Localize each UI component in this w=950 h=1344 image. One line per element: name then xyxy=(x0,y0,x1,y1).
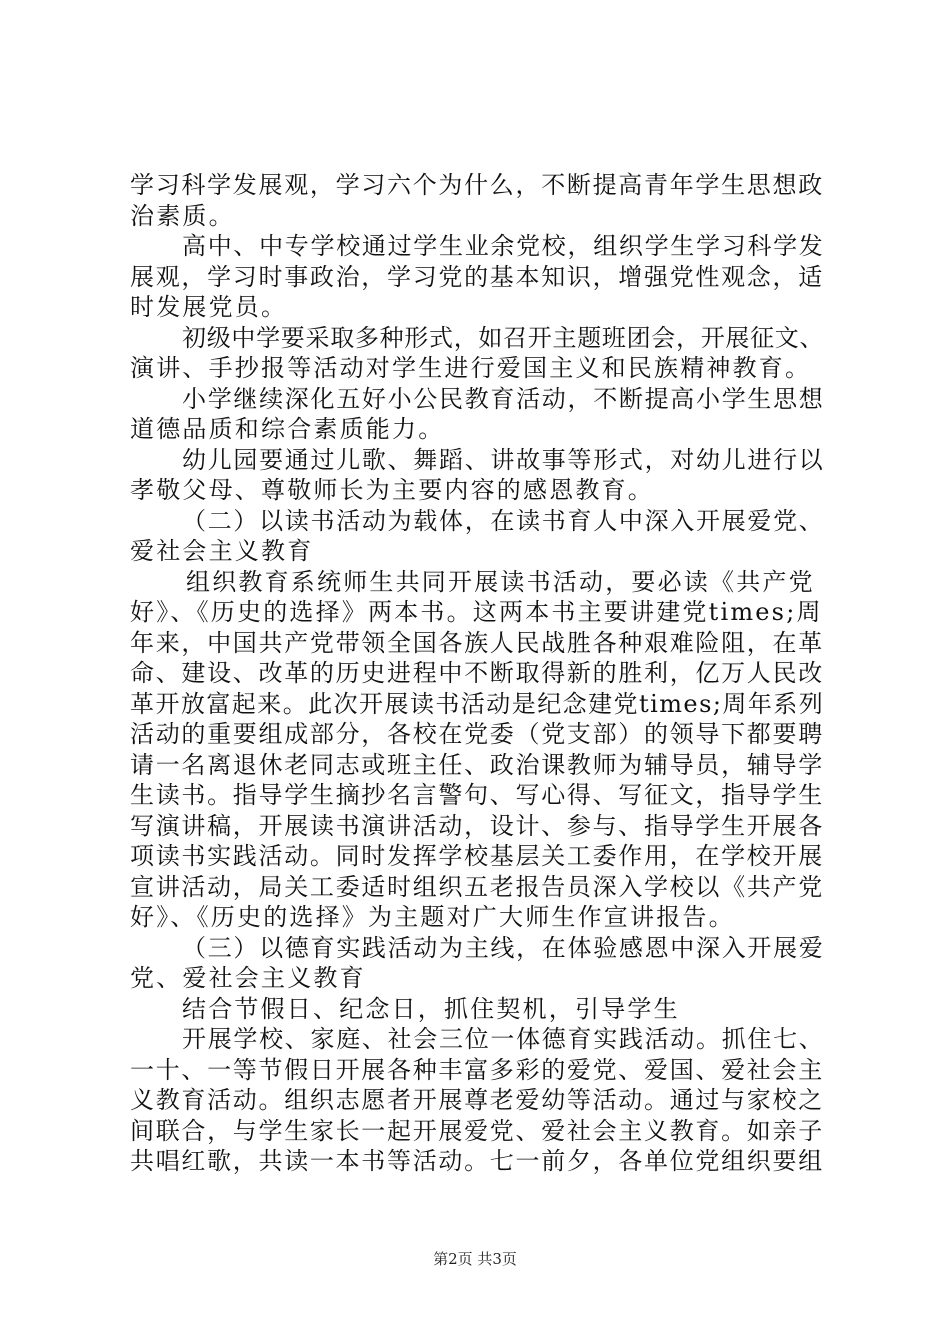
text-line: 小学继续深化五好小公民教育活动，不断提高小学生思想 xyxy=(182,384,825,413)
text-line: 活动的重要组成部分，各校在党委（党支部）的领导下都要聘 xyxy=(130,720,824,748)
text-line: 好》、《历史的选择》两本书。这两本书主要讲建党times;周 xyxy=(130,598,823,626)
text-line: 项读书实践活动。同时发挥学校基层关工委作用，在学校开展 xyxy=(130,842,824,870)
text-line: 写演讲稿，开展读书演讲活动，设计、参与、指导学生开展各 xyxy=(130,811,824,840)
text-line: 高中、中专学校通过学生业余党校，组织学生学习科学发 xyxy=(182,232,825,260)
text-line: 孝敬父母、尊敬师长为主要内容的感恩教育。 xyxy=(130,476,654,504)
text-line: 幼儿园要通过儿歌、舞蹈、讲故事等形式，对幼儿进行以 xyxy=(182,445,825,474)
text-line: 爱社会主义教育 xyxy=(130,537,314,565)
document-body xyxy=(130,170,830,1177)
text-line: 时发展党员。 xyxy=(130,293,288,321)
text-line: 展观，学习时事政治，学习党的基本知识，增强党性观念，适 xyxy=(130,262,824,291)
text-line: 请一名离退休老同志或班主任、政治课教师为辅导员，辅导学 xyxy=(130,750,824,779)
text-line: 共唱红歌，共读一本书等活动。七一前夕，各单位党组织要组 xyxy=(130,1147,824,1175)
text-line: 治素质。 xyxy=(130,201,235,230)
text-line: 结合节假日、纪念日，抓住契机，引导学生 xyxy=(182,994,680,1023)
text-line: 生读书。指导学生摘抄名言警句、写心得、写征文，指导学生 xyxy=(130,781,824,809)
text-line: 开展学校、家庭、社会三位一体德育实践活动。抓住七、 xyxy=(182,1025,825,1053)
page-number-label: 第2页 共3页 xyxy=(433,1250,517,1268)
text-line: 好》、《历史的选择》为主题对广大师生作宣讲报告。 xyxy=(130,903,735,931)
text-line: 宣讲活动，局关工委适时组织五老报告员深入学校以《共产党 xyxy=(130,872,824,901)
text-line: 初级中学要采取多种形式，如召开主题班团会，开展征文、 xyxy=(182,323,825,352)
text-line: 道德品质和综合素质能力。 xyxy=(130,415,445,443)
page-footer xyxy=(0,1249,950,1269)
text-line: 组织教育系统师生共同开展读书活动，要必读《共产党 xyxy=(186,567,815,596)
text-line: （二）以读书活动为载体，在读书育人中深入开展爱党、 xyxy=(182,506,825,535)
text-line: 革开放富起来。此次开展读书活动是纪念建党times;周年系列 xyxy=(130,689,825,718)
text-line: 党、爱社会主义教育 xyxy=(130,964,366,992)
text-line: 间联合，与学生家长一起开展爱党、爱社会主义教育。如亲子 xyxy=(130,1116,824,1145)
text-line: 义教育活动。组织志愿者开展尊老爱幼等活动。通过与家校之 xyxy=(130,1086,824,1114)
text-line: （三）以德育实践活动为主线，在体验感恩中深入开展爱 xyxy=(182,933,825,962)
text-line: 学习科学发展观，学习六个为什么，不断提高青年学生思想政 xyxy=(130,171,824,199)
text-line: 一十、一等节假日开展各种丰富多彩的爱党、爱国、爱社会主 xyxy=(130,1055,824,1084)
text-line: 命、建设、改革的历史进程中不断取得新的胜利，亿万人民改 xyxy=(130,659,824,687)
text-line: 年来，中国共产党带领全国各族人民战胜各种艰难险阻，在革 xyxy=(130,628,824,657)
text-line: 演讲、手抄报等活动对学生进行爱国主义和民族精神教育。 xyxy=(130,354,812,382)
